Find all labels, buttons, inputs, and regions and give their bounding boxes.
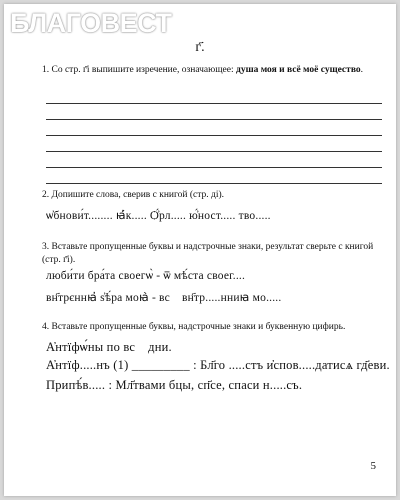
task-1-text: 1. Со стр. г҃і выпишите изречение, означающее: [42, 65, 237, 75]
task-4-exercise-line-3: Припѣ́в..... : Мл҃твами бцы, сп҃се, спаси н.....съ. [46, 378, 303, 392]
answer-line[interactable] [46, 104, 382, 120]
watermark-logo: БЛАГОВЕСТ [10, 8, 172, 38]
answer-line[interactable] [46, 136, 382, 152]
task-3-exercise-line-1: люби́ти бра́та своегѡ̀ - ѿ мѣ́ста своег.... [46, 270, 246, 282]
answer-line[interactable] [46, 88, 382, 104]
task-1-instruction [42, 64, 382, 77]
page-number: 5 [370, 460, 376, 472]
section-heading: г҃. [195, 40, 205, 55]
task-1-end: . [360, 65, 364, 75]
task-3-instruction: 3. Вставьте пропущенные буквы и надстрочные знаки, результат сверьте с книгой (стр. г҃і). [42, 242, 374, 265]
task-4-instruction: 4. Вставьте пропущенные буквы, надстрочные знаки и буквенную цифирь. [42, 322, 346, 332]
workbook-page [4, 4, 396, 496]
task-4-exercise-line-2: А҆нтїф.....нъ (1) _________ : Бл҃го .....стъ и҆спов.....датисѧ гд҃еви. [46, 358, 390, 372]
task-4-exercise-line-1: А҆нтїфѡ́ны по вс꙽ дни. [46, 340, 172, 354]
answer-line[interactable] [46, 168, 382, 184]
answer-lines[interactable] [46, 88, 382, 184]
task-1-bold-phrase: душа моя и всё моё существо [236, 65, 361, 75]
task-2-instruction: 2. Допишите слова, сверив с книгой (стр. ді). [42, 190, 225, 200]
task-2-exercise-line: ѡ҆бнови́т........ ꙗ҆́к..... Ѻ҆́рл..... ю҆́ност..... тво..... [46, 210, 271, 222]
task-3-exercise-line-2: вн҃трєннꙗ҆ ѕ҆ѣ́ра моꙗ̀ - вс꙽ вн҃тр.....нниꙗ мо..... [46, 292, 282, 304]
answer-line[interactable] [46, 152, 382, 168]
answer-line[interactable] [46, 120, 382, 136]
